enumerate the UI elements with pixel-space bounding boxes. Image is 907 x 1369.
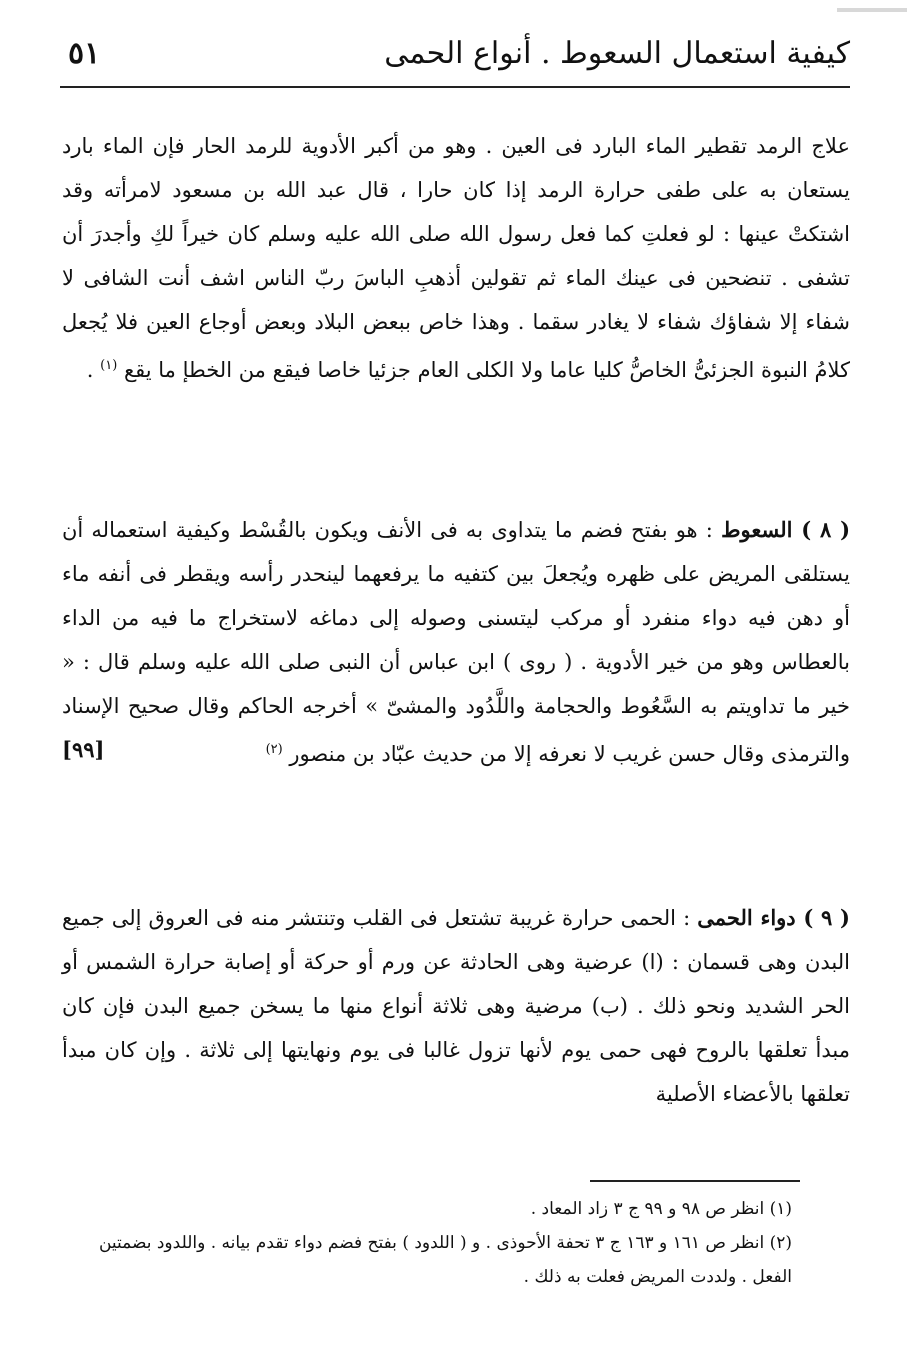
footnote-marker-1: (١) xyxy=(100,358,118,373)
page-reference: [٩٩] xyxy=(62,737,105,762)
paragraph-fever-remedy xyxy=(62,896,850,1116)
paragraph-text: علاج الرمد تقطير الماء البارد فى العين . وهو من أكبر الأدوية للرمد الحار فإن الماء بارد يستعان به على طفى حرارة الرمد إذا كان حارا ، قال عبد الله بن مسعود لامرأته وقد اشتكتْ عينها : لو فعلتِ كما فعل رسول الله صلى الله عليه وسلم كان خيراً لكِ وأجدرَ أن تشفى . تنضحين فى عينك الماء ثم تقولين أذهبِ الباسَ ربّ الناس اشف أنت الشافى لا شفاء إلا شفاؤك شفاء لا يغادر سقما . وهذا خاص ببعض البلاد وبعض أوجاع العين فلا يُجعل كلامُ النبوة الجزئىُّ الخاصُّ كليا عاما ولا الكلى العام جزئيا خاصا فيقع من الخطإ ما يقع xyxy=(62,134,850,382)
footnote-2: (٢) انظر ص ١٦١ و ١٦٣ ج ٣ تحفة الأحوذى . و ( اللدود ) بفتح فضم دواء تقدم بيانه . واللدود بضمتين الفعل . ولددت المريض فعلت به ذلك . xyxy=(98,1233,792,1287)
footnotes xyxy=(62,1192,792,1294)
paragraph-saoot xyxy=(62,508,850,776)
footnote-1: (١) انظر ص ٩٨ و ٩٩ ج ٣ زاد المعاد . xyxy=(530,1199,792,1219)
footnote-rule xyxy=(590,1180,800,1182)
section-heading: ( ٨ ) السعوط xyxy=(721,517,851,542)
scan-edge-mark xyxy=(837,8,907,12)
page-number: ٥١ xyxy=(68,36,101,71)
page-header xyxy=(60,30,850,82)
section-heading: ( ٩ ) دواء الحمى xyxy=(697,905,850,930)
running-title: كيفية استعمال السعوط . أنواع الحمى xyxy=(384,36,850,71)
paragraph-text: : هو بفتح فضم ما يتداوى به فى الأنف ويكون بالقُسْط وكيفية استعماله أن يستلقى المريض على ظهره ويُجعلَ بين كتفيه ما يرفعهما لينحدر رأسه ويقطر فى أنفه ماء أو دهن فيه دواء منفرد أو مركب ليتسنى وصوله إلى دماغه لاستخراج ما فيه من الداء بالعطاس وهو من خير الأدوية . ( روى ) ابن عباس أن النبى صلى الله عليه وسلم قال : « خير ما تداويتم به السَّعُوط والحجامة واللَّدُود والمشىّ » أخرجه الحاكم وقال صحيح الإسناد والترمذى وقال حسن غريب لا نعرفه إلا من حديث عبّاد بن منصور xyxy=(62,518,850,766)
paragraph-eye-remedy xyxy=(62,124,850,392)
header-rule xyxy=(60,86,850,88)
full-stop: . xyxy=(86,358,94,382)
paragraph-text: : الحمى حرارة غريبة تشتعل فى القلب وتنتشر منه فى العروق إلى جميع البدن وهى قسمان : (ا) عرضية وهى الحادثة عن ورم أو حركة أو إصابة حرارة الشمس أو الحر الشديد ونحو ذلك . (ب) مرضية وهى ثلاثة أنواع منها ما يسخن جميع البدن فإن كان مبدأ تعلقها بالروح فهى حمى يوم لأنها تزول غالبا فى يوم ونهايتها إلى ثلاثة . وإن كان مبدأ تعلقها بالأعضاء الأصلية xyxy=(62,906,850,1106)
footnote-marker-2: (٢) xyxy=(265,742,283,757)
